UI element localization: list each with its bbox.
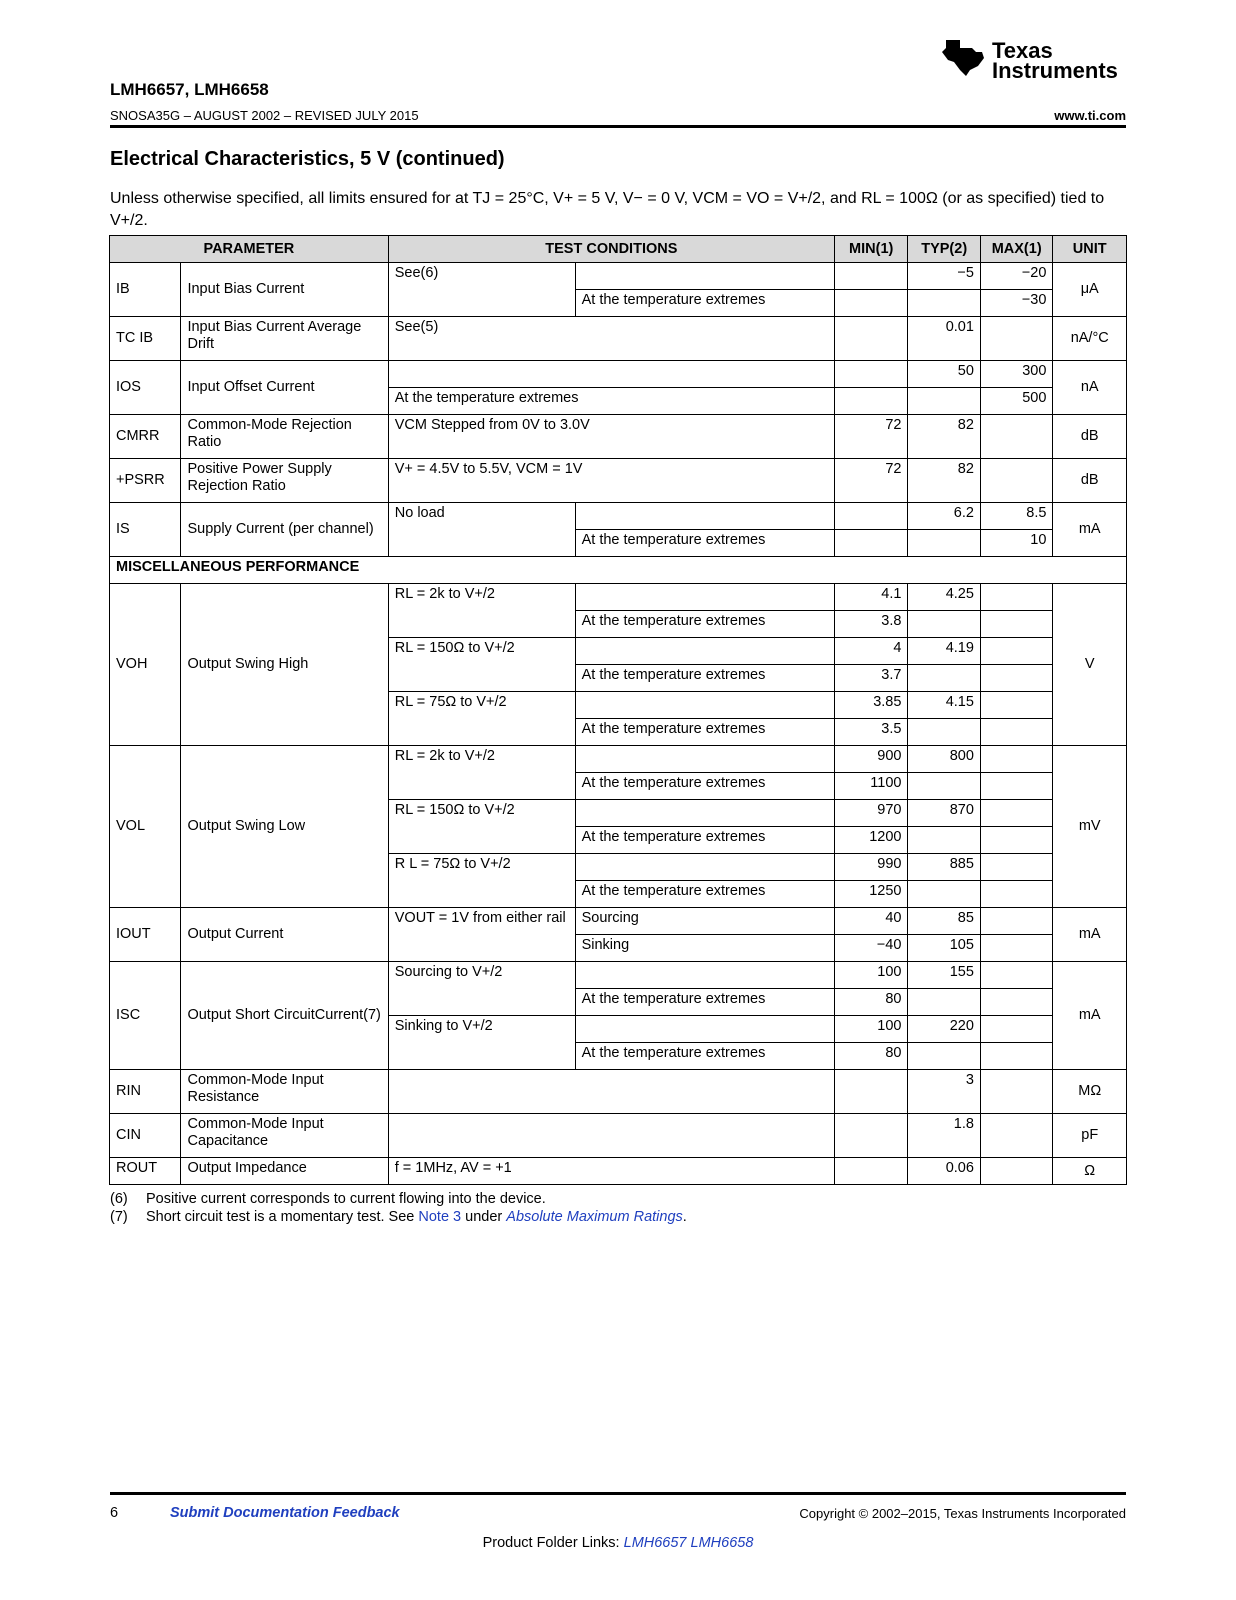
condition: At the temperature extremes (388, 388, 834, 415)
symbol: VOH (110, 584, 181, 746)
unit: nA/°C (1053, 317, 1127, 361)
unit: Ω (1053, 1158, 1127, 1185)
min-value: 990 (834, 854, 908, 881)
product-folder-links (0, 1535, 1236, 1551)
sub-condition (575, 692, 834, 719)
symbol: +PSRR (110, 459, 181, 503)
intro-text: Unless otherwise specified, all limits ensured for at TJ = 25°C, V+ = 5 V, V− = 0 V, VCM = VO = V+/2, and RL = 100Ω (or as specified) tied to V+/2. (110, 190, 1105, 229)
sub-condition (575, 746, 834, 773)
max-value (980, 317, 1052, 361)
copyright: Copyright © 2002–2015, Texas Instruments Incorporated (799, 1506, 1126, 1521)
sub-condition (575, 962, 834, 989)
sub-condition: At the temperature extremes (575, 530, 834, 557)
condition: VCM Stepped from 0V to 3.0V (388, 415, 834, 459)
sub-condition: At the temperature extremes (575, 719, 834, 746)
min-value (834, 290, 908, 317)
logo-text-texas: Texas (992, 38, 1053, 63)
symbol: VOL (110, 746, 181, 908)
texas-state-icon (940, 36, 986, 76)
symbol: CMRR (110, 415, 181, 459)
ti-logo (940, 36, 1130, 86)
symbol: ISC (110, 962, 181, 1070)
sub-condition: At the temperature extremes (575, 665, 834, 692)
condition (388, 1114, 834, 1158)
condition (388, 361, 834, 388)
footnote-number: (6) (110, 1191, 128, 1207)
symbol: ROUT (110, 1158, 181, 1185)
max-value (980, 908, 1052, 935)
min-value (834, 1158, 908, 1185)
condition: V+ = 4.5V to 5.5V, VCM = 1V (388, 459, 834, 503)
max-value (980, 1070, 1052, 1114)
condition: See(5) (388, 317, 834, 361)
typ-value (908, 719, 980, 746)
typ-value: 885 (908, 854, 980, 881)
header-rule (110, 125, 1126, 128)
sub-condition: At the temperature extremes (575, 989, 834, 1016)
header-parameter: PARAMETER (110, 236, 389, 263)
max-value (980, 1016, 1052, 1043)
max-value (980, 415, 1052, 459)
min-value: 3.85 (834, 692, 908, 719)
typ-value (908, 773, 980, 800)
condition: f = 1MHz, AV = +1 (388, 1158, 834, 1185)
table-row (110, 317, 1127, 361)
unit: MΩ (1053, 1070, 1127, 1114)
sub-condition: Sourcing (575, 908, 834, 935)
max-value (980, 665, 1052, 692)
max-value (980, 611, 1052, 638)
max-value (980, 638, 1052, 665)
footnote-text: Positive current corresponds to current flowing into the device. (146, 1191, 546, 1207)
typ-value: 4.25 (908, 584, 980, 611)
condition (388, 1070, 834, 1114)
sub-condition (575, 854, 834, 881)
max-value: −30 (980, 290, 1052, 317)
typ-value: 800 (908, 746, 980, 773)
doc-id: SNOSA35G – AUGUST 2002 – REVISED JULY 2015 (110, 108, 419, 123)
max-value (980, 584, 1052, 611)
symbol: RIN (110, 1070, 181, 1114)
min-value (834, 361, 908, 388)
min-value: 72 (834, 415, 908, 459)
typ-value: 6.2 (908, 503, 980, 530)
param-name: Output Impedance (181, 1158, 388, 1185)
min-value: 100 (834, 1016, 908, 1043)
condition: RL = 2k to V+/2 (388, 746, 575, 800)
typ-value: 105 (908, 935, 980, 962)
param-name: Positive Power Supply Rejection Ratio (181, 459, 388, 503)
table-row (110, 746, 1127, 773)
site-url[interactable]: www.ti.com (1054, 108, 1126, 123)
typ-value: −5 (908, 263, 980, 290)
min-value (834, 530, 908, 557)
condition: VOUT = 1V from either rail (388, 908, 575, 962)
max-value (980, 459, 1052, 503)
note-3-link[interactable]: Note 3 (418, 1209, 462, 1225)
symbol: IB (110, 263, 181, 317)
typ-value (908, 665, 980, 692)
footnote-text: under (465, 1209, 503, 1225)
sub-condition (575, 263, 834, 290)
typ-value: 82 (908, 459, 980, 503)
typ-value: 50 (908, 361, 980, 388)
min-value: 40 (834, 908, 908, 935)
typ-value: 3 (908, 1070, 980, 1114)
table-row (110, 1158, 1127, 1185)
logo-text-instruments: Instruments (992, 58, 1118, 83)
param-name: Supply Current (per channel) (181, 503, 388, 557)
min-value: 4 (834, 638, 908, 665)
max-value (980, 962, 1052, 989)
condition: RL = 150Ω to V+/2 (388, 800, 575, 854)
symbol: IS (110, 503, 181, 557)
max-value (980, 692, 1052, 719)
sub-condition (575, 800, 834, 827)
lmh6657-link[interactable]: LMH6657 (623, 1535, 687, 1551)
header-test-conditions: TEST CONDITIONS (388, 236, 834, 263)
max-value (980, 827, 1052, 854)
max-value: −20 (980, 263, 1052, 290)
unit: dB (1053, 415, 1127, 459)
condition: Sourcing to V+/2 (388, 962, 575, 1016)
typ-value: 155 (908, 962, 980, 989)
footnote-7 (110, 1208, 687, 1226)
sub-condition (575, 1016, 834, 1043)
sub-condition: At the temperature extremes (575, 290, 834, 317)
min-value: 3.7 (834, 665, 908, 692)
misc-section-heading: MISCELLANEOUS PERFORMANCE (110, 557, 1127, 584)
table-row (110, 503, 1127, 530)
typ-value: 85 (908, 908, 980, 935)
max-value: 500 (980, 388, 1052, 415)
condition: RL = 150Ω to V+/2 (388, 638, 575, 692)
min-value (834, 1070, 908, 1114)
table-row (110, 1114, 1127, 1158)
max-value (980, 1043, 1052, 1070)
condition: R L = 75Ω to V+/2 (388, 854, 575, 908)
typ-value (908, 388, 980, 415)
min-value: 3.8 (834, 611, 908, 638)
min-value: 970 (834, 800, 908, 827)
footnote-text: . (682, 1209, 687, 1225)
header-typ: TYP(2) (908, 236, 980, 263)
typ-value (908, 530, 980, 557)
lmh6658-link[interactable]: LMH6658 (690, 1535, 754, 1551)
table-row (110, 361, 1127, 388)
min-value: 80 (834, 1043, 908, 1070)
unit: mA (1053, 503, 1127, 557)
table-row (110, 962, 1127, 989)
table-row (110, 908, 1127, 935)
max-value (980, 800, 1052, 827)
electrical-characteristics-table (109, 235, 1127, 1185)
symbol: TC IB (110, 317, 181, 361)
unit: nA (1053, 361, 1127, 415)
min-value: 1250 (834, 881, 908, 908)
submit-feedback-link[interactable]: Submit Documentation Feedback (170, 1505, 400, 1521)
unit: dB (1053, 459, 1127, 503)
min-value: 3.5 (834, 719, 908, 746)
param-name: Output Swing High (181, 584, 388, 746)
unit: μA (1053, 263, 1127, 317)
param-name: Common-Mode Input Resistance (181, 1070, 388, 1114)
section-title: Electrical Characteristics, 5 V (continued) (110, 148, 505, 170)
typ-value (908, 611, 980, 638)
param-name: Common-Mode Input Capacitance (181, 1114, 388, 1158)
max-value: 10 (980, 530, 1052, 557)
product-folder-label: Product Folder Links: (482, 1535, 620, 1551)
typ-value: 0.01 (908, 317, 980, 361)
typ-value: 4.19 (908, 638, 980, 665)
sub-condition (575, 503, 834, 530)
header-min: MIN(1) (834, 236, 908, 263)
unit: pF (1053, 1114, 1127, 1158)
footer-rule (110, 1492, 1126, 1495)
unit: V (1053, 584, 1127, 746)
typ-value: 1.8 (908, 1114, 980, 1158)
typ-value: 4.15 (908, 692, 980, 719)
param-name: Output Current (181, 908, 388, 962)
param-name: Output Short CircuitCurrent(7) (181, 962, 388, 1070)
section-row (110, 557, 1127, 584)
max-value (980, 773, 1052, 800)
min-value: 100 (834, 962, 908, 989)
page-number: 6 (110, 1505, 119, 1521)
param-name: Input Bias Current (181, 263, 388, 317)
typ-value (908, 989, 980, 1016)
sub-condition: At the temperature extremes (575, 881, 834, 908)
sub-condition: At the temperature extremes (575, 827, 834, 854)
header-unit: UNIT (1053, 236, 1127, 263)
min-value: −40 (834, 935, 908, 962)
max-value (980, 935, 1052, 962)
min-value (834, 503, 908, 530)
footnotes (110, 1190, 687, 1226)
max-value: 8.5 (980, 503, 1052, 530)
sub-condition: At the temperature extremes (575, 1043, 834, 1070)
param-name: Output Swing Low (181, 746, 388, 908)
footnote-6 (110, 1190, 687, 1208)
min-value: 1100 (834, 773, 908, 800)
unit: mA (1053, 962, 1127, 1070)
typ-value (908, 1043, 980, 1070)
condition: See(6) (388, 263, 575, 317)
condition: Sinking to V+/2 (388, 1016, 575, 1070)
part-numbers: LMH6657, LMH6658 (110, 80, 269, 99)
table-row (110, 459, 1127, 503)
typ-value: 0.06 (908, 1158, 980, 1185)
typ-value (908, 290, 980, 317)
condition: RL = 2k to V+/2 (388, 584, 575, 638)
param-name: Input Bias Current Average Drift (181, 317, 388, 361)
sub-condition: Sinking (575, 935, 834, 962)
unit: mA (1053, 908, 1127, 962)
typ-value: 220 (908, 1016, 980, 1043)
table-row (110, 1070, 1127, 1114)
typ-value: 870 (908, 800, 980, 827)
condition: No load (388, 503, 575, 557)
max-value (980, 881, 1052, 908)
min-value: 72 (834, 459, 908, 503)
table-header-row (110, 236, 1127, 263)
min-value (834, 263, 908, 290)
min-value (834, 1114, 908, 1158)
min-value: 1200 (834, 827, 908, 854)
min-value: 900 (834, 746, 908, 773)
max-value (980, 854, 1052, 881)
table-row (110, 584, 1127, 611)
min-value: 80 (834, 989, 908, 1016)
sub-condition: At the temperature extremes (575, 611, 834, 638)
min-value (834, 388, 908, 415)
table-row (110, 415, 1127, 459)
footnote-number: (7) (110, 1209, 128, 1225)
max-value: 300 (980, 361, 1052, 388)
symbol: CIN (110, 1114, 181, 1158)
max-value (980, 1114, 1052, 1158)
symbol: IOUT (110, 908, 181, 962)
max-value (980, 719, 1052, 746)
sub-condition (575, 638, 834, 665)
max-value (980, 746, 1052, 773)
sub-condition (575, 584, 834, 611)
footnote-text: Short circuit test is a momentary test. See (146, 1209, 415, 1225)
symbol: IOS (110, 361, 181, 415)
typ-value (908, 827, 980, 854)
max-value (980, 989, 1052, 1016)
min-value: 4.1 (834, 584, 908, 611)
max-value (980, 1158, 1052, 1185)
param-name: Common-Mode Rejection Ratio (181, 415, 388, 459)
min-value (834, 317, 908, 361)
param-name: Input Offset Current (181, 361, 388, 415)
typ-value (908, 881, 980, 908)
condition: RL = 75Ω to V+/2 (388, 692, 575, 746)
table-row (110, 263, 1127, 290)
unit: mV (1053, 746, 1127, 908)
absolute-maximum-ratings-link[interactable]: Absolute Maximum Ratings (506, 1209, 683, 1225)
header-max: MAX(1) (980, 236, 1052, 263)
typ-value: 82 (908, 415, 980, 459)
sub-condition: At the temperature extremes (575, 773, 834, 800)
